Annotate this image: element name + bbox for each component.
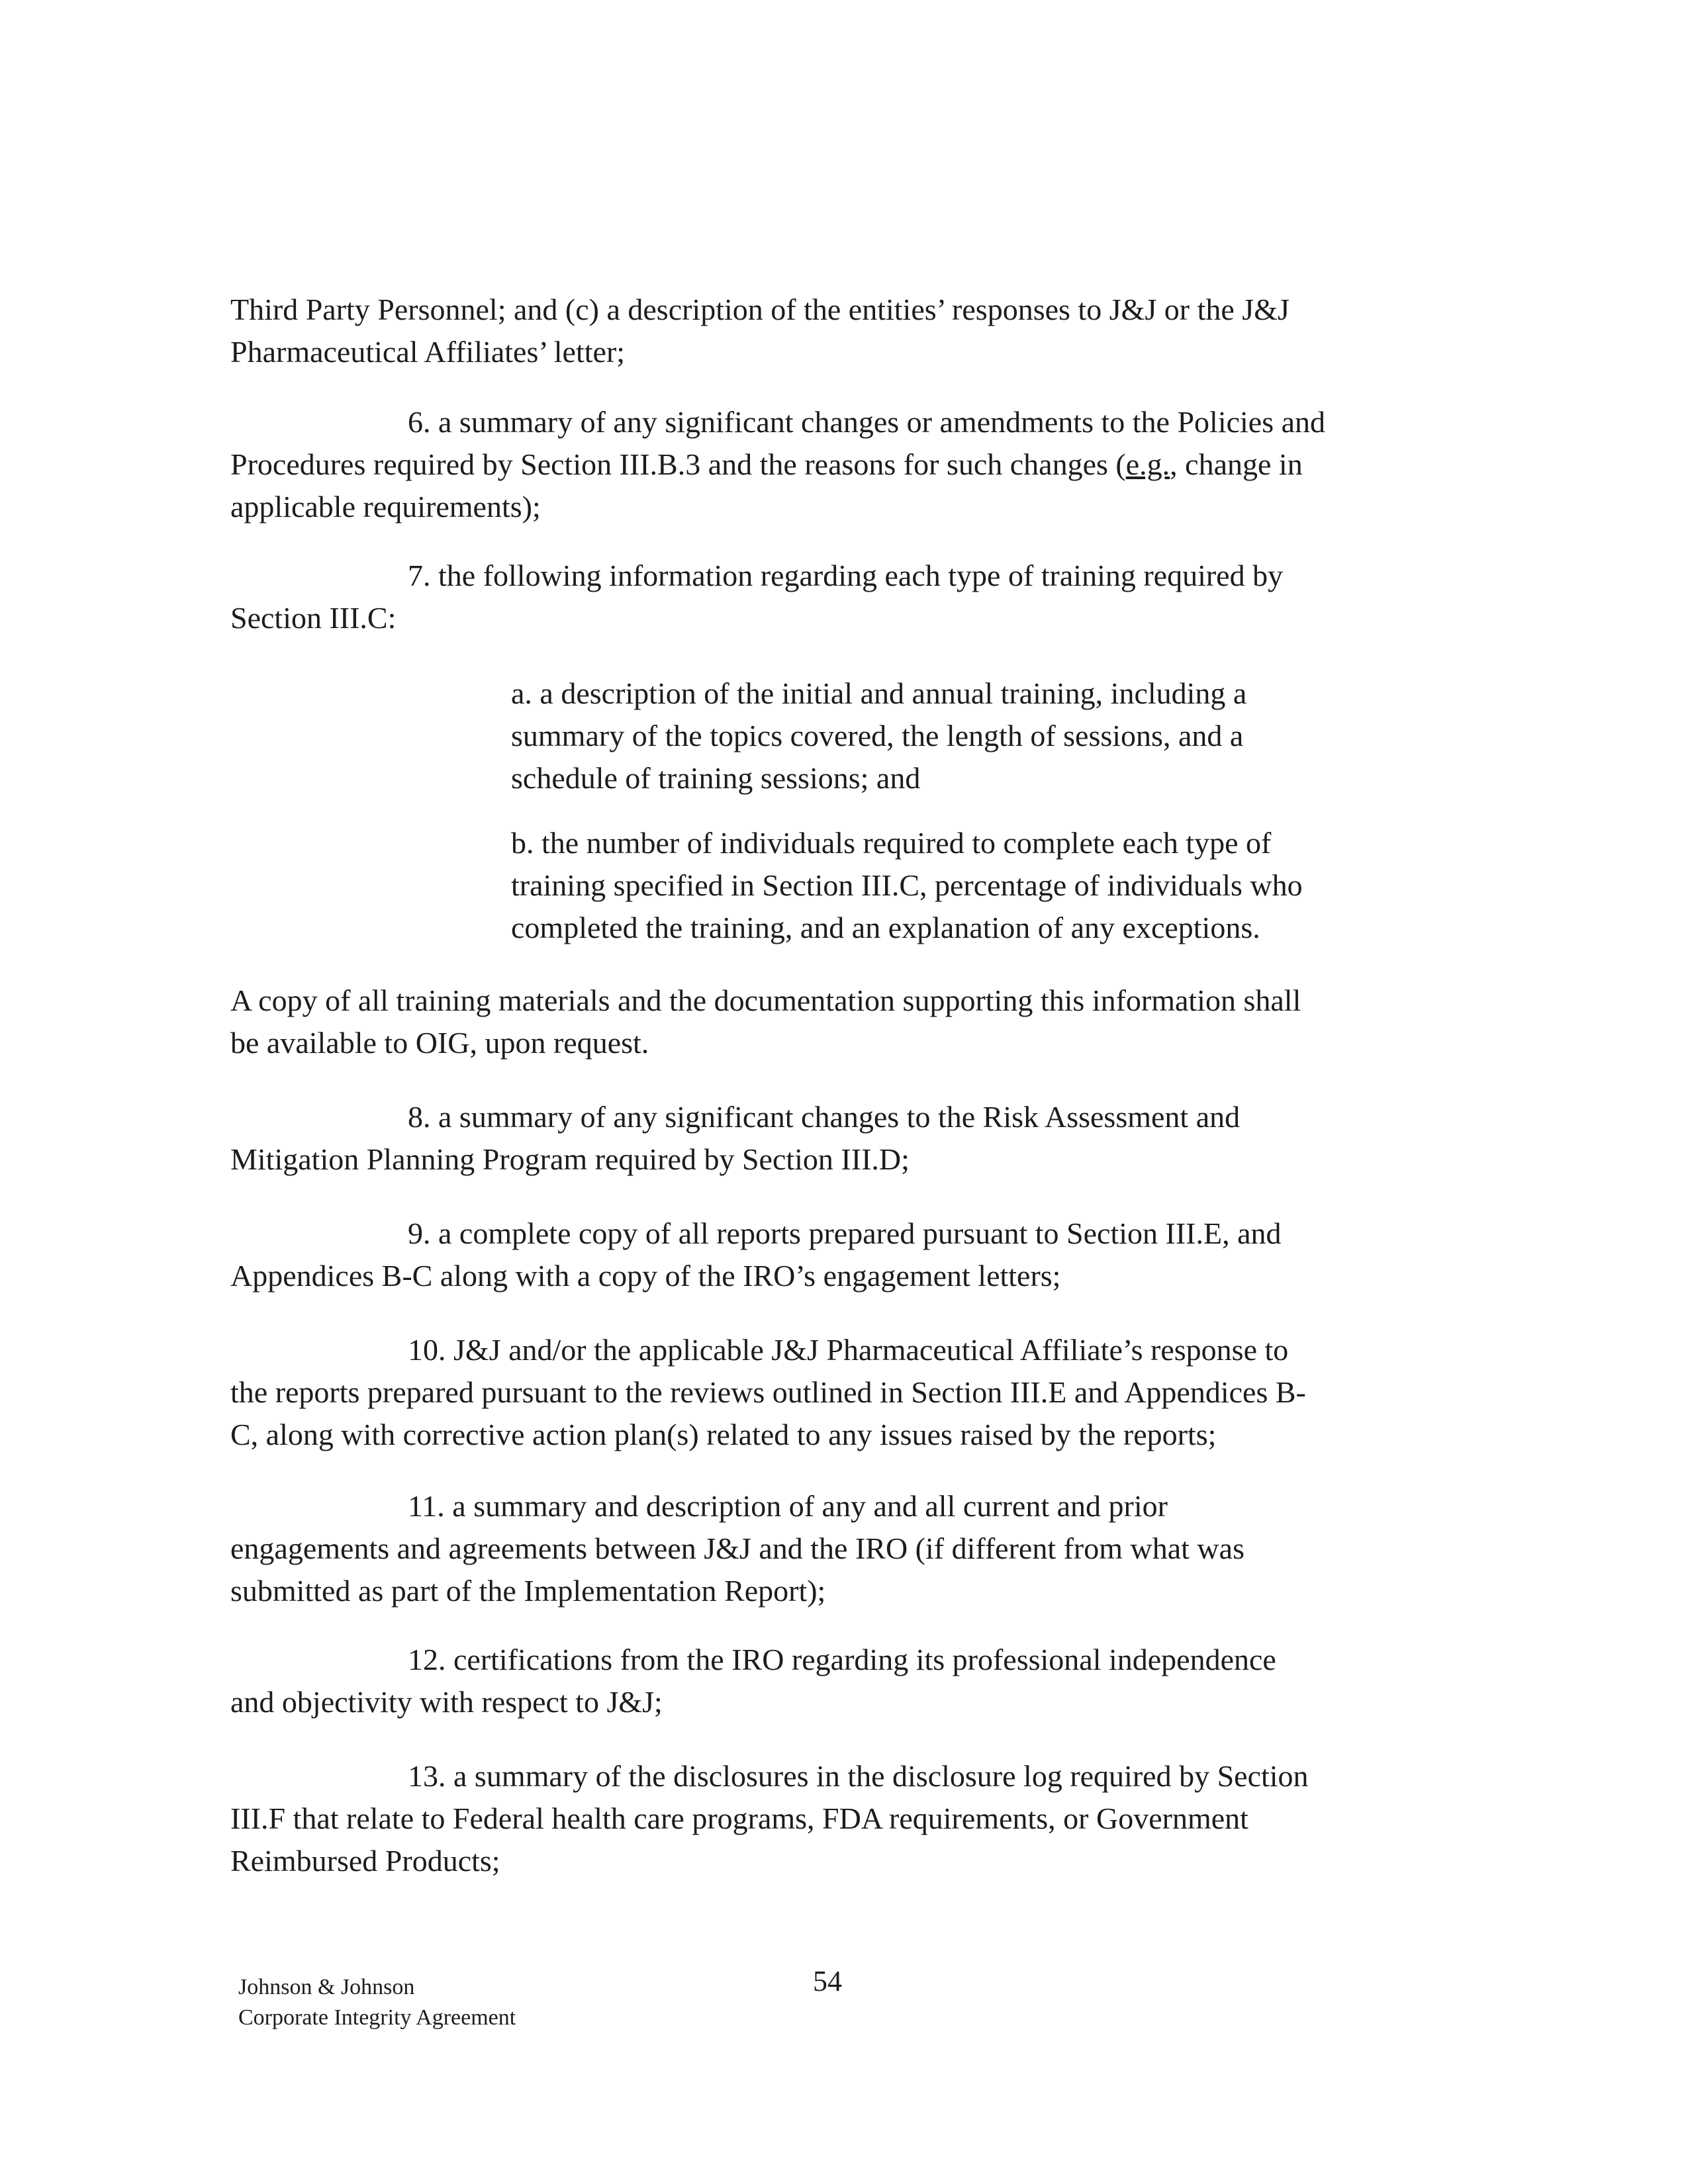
paragraph-item-8 [230, 1096, 1435, 1181]
text-line: applicable requirements); [230, 490, 541, 523]
paragraph-item-6 [230, 401, 1435, 528]
footer-company: Johnson & Johnson [238, 1975, 415, 1999]
text-line: and objectivity with respect to J&J; [230, 1685, 663, 1719]
text-line: 11. a summary and description of any and all current and prior [408, 1489, 1168, 1523]
footer-agreement: Corporate Integrity Agreement [238, 2005, 516, 2030]
text-line: completed the training, and an explanation of any exceptions. [511, 911, 1260, 944]
paragraph-intro [230, 289, 1435, 373]
text-line: engagements and agreements between J&J and the IRO (if different from what was [230, 1531, 1244, 1565]
text-line: 13. a summary of the disclosures in the disclosure log required by Section [408, 1759, 1309, 1793]
page-number: 54 [813, 1965, 842, 1997]
paragraph-item-12 [230, 1639, 1435, 1723]
text-line: 7. the following information regarding each type of training required by [408, 559, 1284, 592]
text-segment: , change in [1170, 447, 1303, 481]
text-segment: Procedures required by Section III.B.3 and the reasons for such changes ( [230, 447, 1126, 481]
footer-document-title [238, 1972, 516, 2033]
text-line [230, 443, 1435, 486]
text-line: training specified in Section III.C, percentage of individuals who [511, 868, 1303, 902]
text-line: Appendices B-C along with a copy of the IRO’s engagement letters; [230, 1259, 1061, 1293]
text-line: Mitigation Planning Program required by Section III.D; [230, 1142, 910, 1176]
text-line: Third Party Personnel; and (c) a description of the entities’ responses to J&J or the J&J [230, 293, 1289, 326]
text-line: summary of the topics covered, the length of sessions, and a [511, 719, 1244, 752]
text-line: be available to OIG, upon request. [230, 1026, 649, 1060]
text-line: Reimbursed Products; [230, 1844, 500, 1878]
paragraph-item-9 [230, 1212, 1435, 1297]
paragraph-item-11 [230, 1485, 1435, 1612]
text-line: 9. a complete copy of all reports prepared pursuant to Section III.E, and [408, 1216, 1282, 1250]
eg-abbreviation: e.g. [1125, 447, 1170, 481]
paragraph-item-7 [230, 555, 1435, 639]
text-line: 12. certifications from the IRO regarding its professional independence [408, 1643, 1276, 1676]
paragraph-item-10 [230, 1329, 1435, 1456]
text-line: Section III.C: [230, 601, 397, 635]
text-line: III.F that relate to Federal health care programs, FDA requirements, or Government [230, 1801, 1248, 1835]
text-line: schedule of training sessions; and [511, 761, 921, 795]
text-line: 6. a summary of any significant changes or amendments to the Policies and [408, 405, 1326, 439]
paragraph-item-7a [511, 672, 1411, 799]
text-line: Pharmaceutical Affiliates’ letter; [230, 335, 626, 369]
text-line: a. a description of the initial and annual training, including a [511, 676, 1247, 710]
text-line: submitted as part of the Implementation Report); [230, 1574, 826, 1608]
paragraph-copy [230, 979, 1435, 1064]
text-line: b. the number of individuals required to complete each type of [511, 826, 1272, 860]
text-line: the reports prepared pursuant to the reviews outlined in Section III.E and Appendices B- [230, 1375, 1306, 1409]
text-line: 10. J&J and/or the applicable J&J Pharmaceutical Affiliate’s response to [408, 1333, 1289, 1367]
paragraph-item-7b [511, 822, 1411, 949]
text-line: C, along with corrective action plan(s) related to any issues raised by the reports; [230, 1418, 1217, 1451]
paragraph-item-13 [230, 1755, 1435, 1882]
text-line: A copy of all training materials and the documentation supporting this information shall [230, 983, 1301, 1017]
text-line: 8. a summary of any significant changes to the Risk Assessment and [408, 1100, 1241, 1134]
